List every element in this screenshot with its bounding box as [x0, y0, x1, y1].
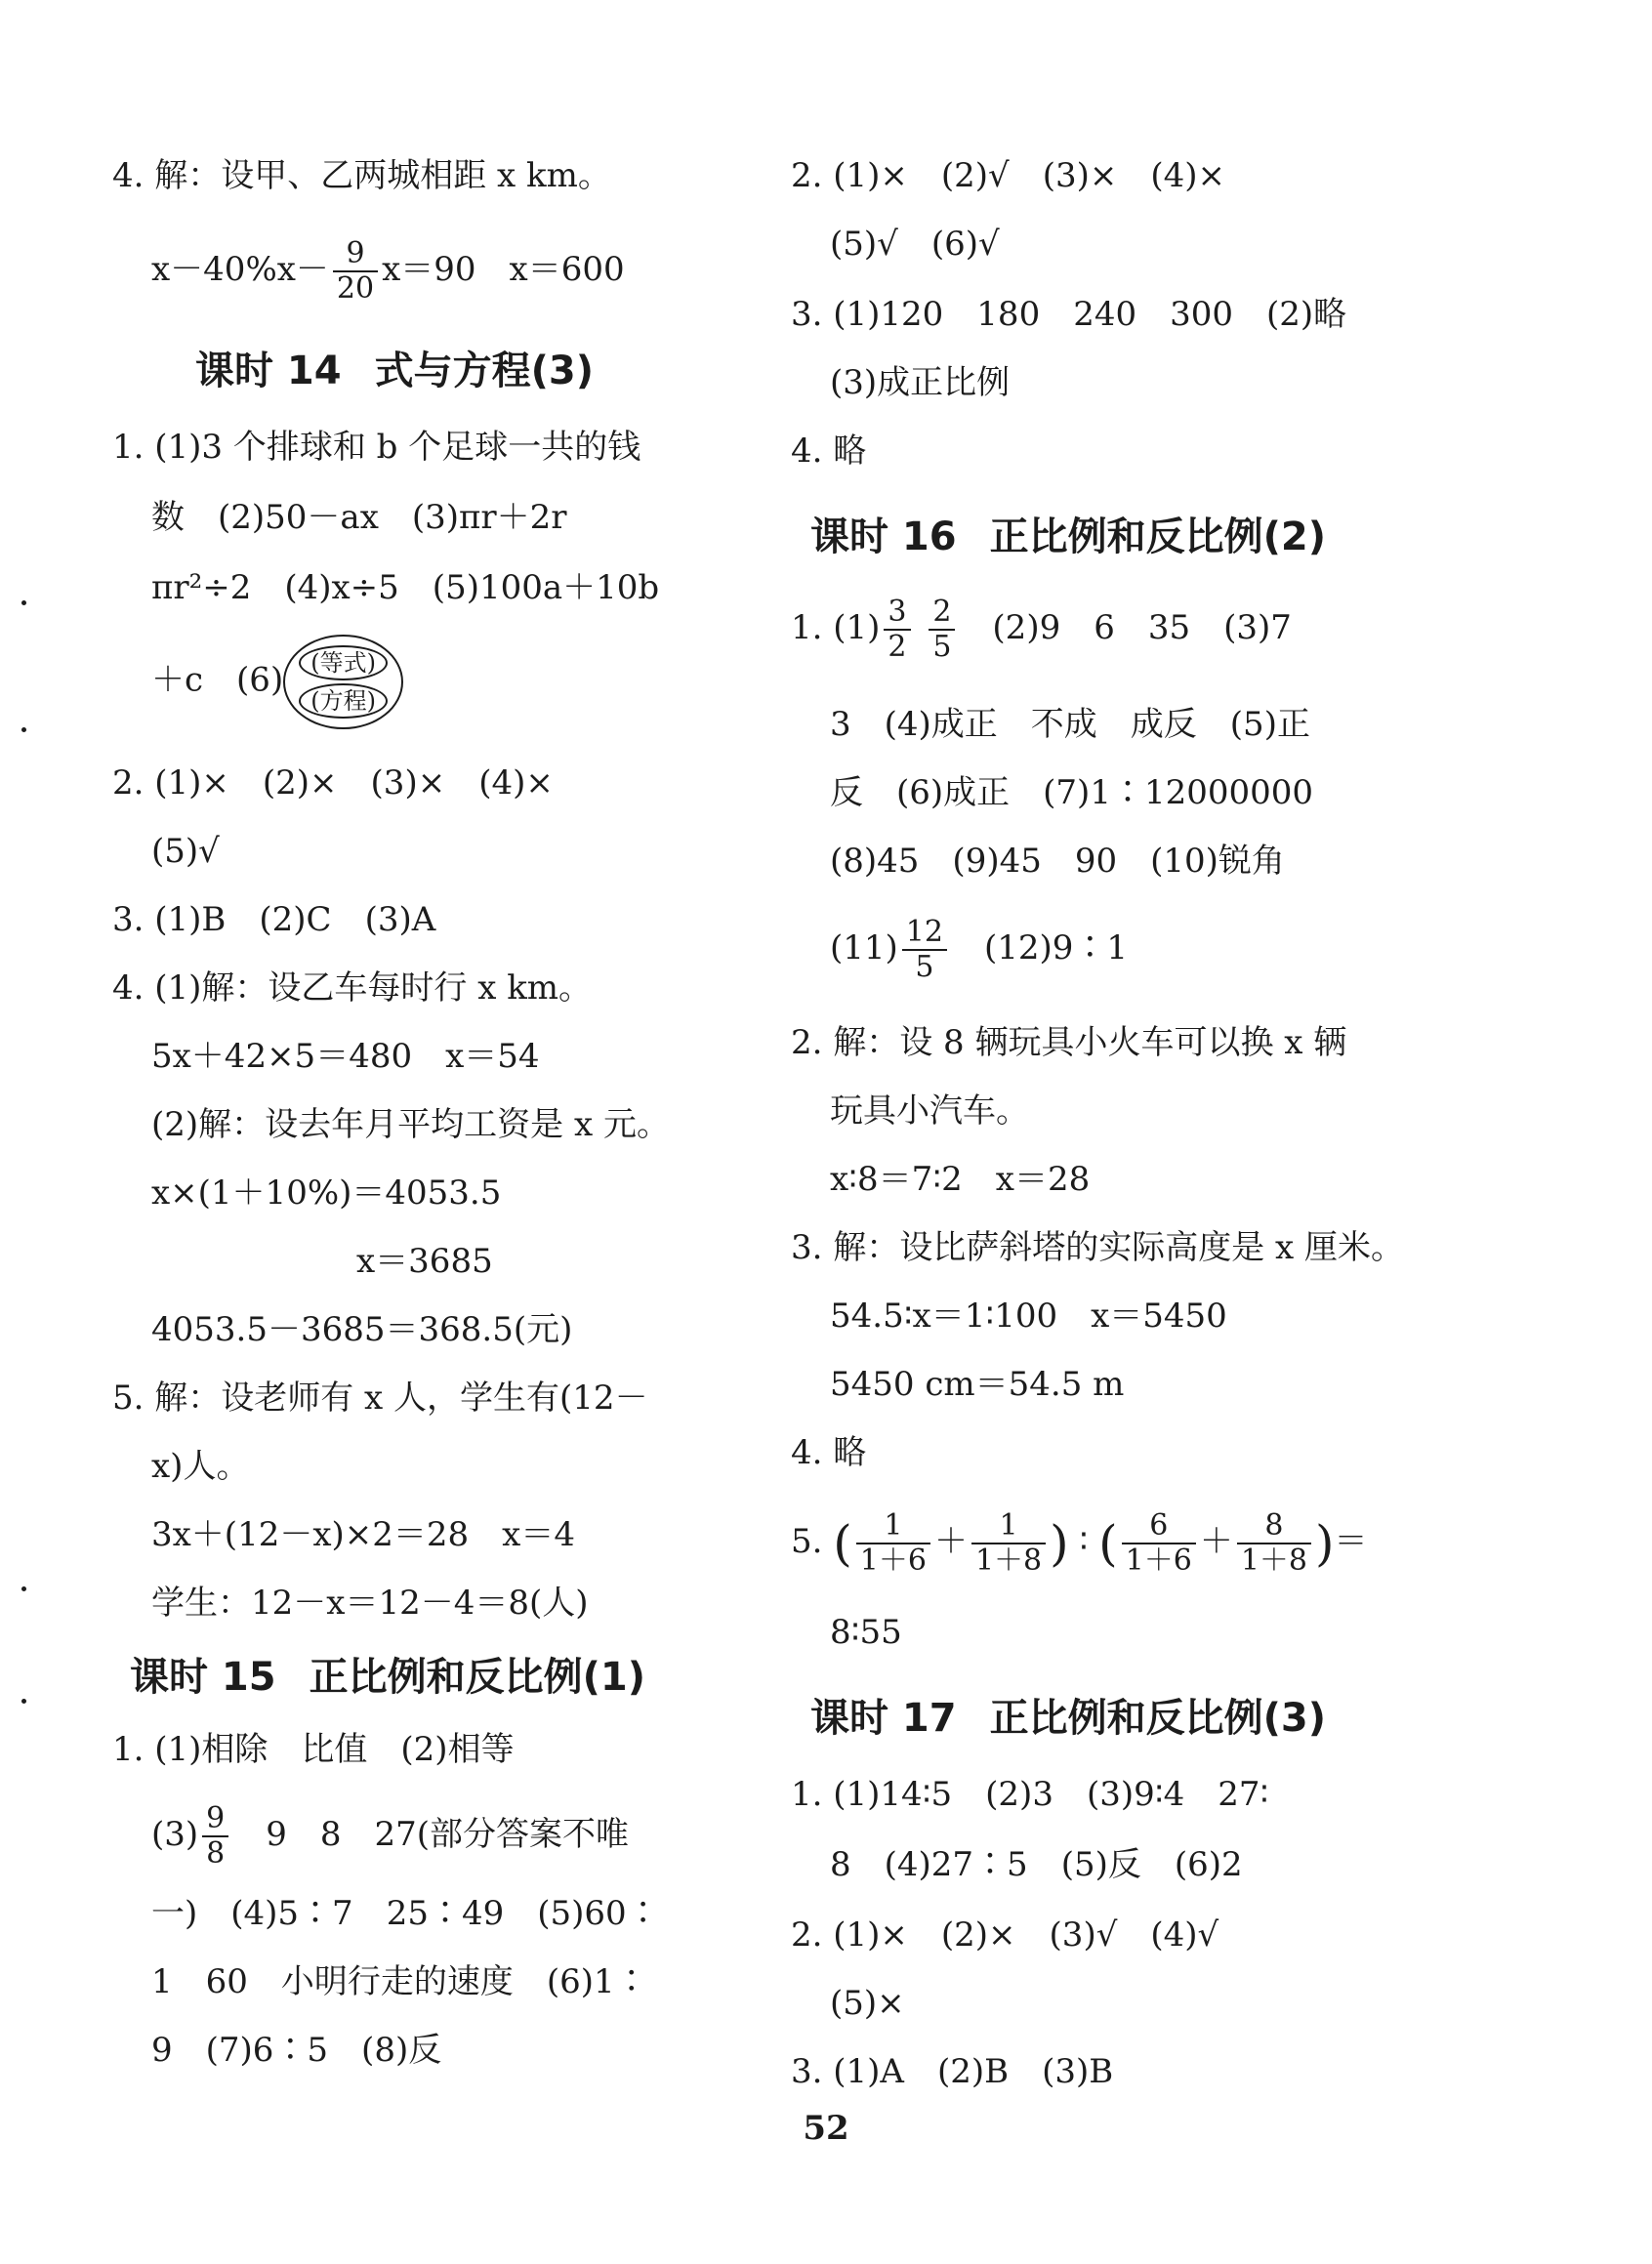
answer-line: 1. (1)3 个排球和 b 个足球一共的钱: [112, 428, 641, 467]
answer-line: 4. 解：设甲、乙两城相距 x km。: [112, 156, 611, 195]
answer-line: 1. (1) $\frac{3}{2}$ $\frac{2}{5}$ (2)9 6 35 (3)7: [791, 595, 1292, 664]
answer-line: 1 60 小明行走的速度 (6)1∶: [151, 1962, 648, 2001]
answer-line: 4. 略: [791, 432, 867, 471]
answer-line: 8 (4)27∶5 (5)反 (6)2: [830, 1845, 1243, 1884]
scan-speck: [21, 727, 26, 732]
fraction: $\frac{1}{1+6}$: [856, 1511, 930, 1576]
answer-line: 2. (1)× (2)× (3)× (4)×: [112, 763, 554, 803]
answer-line: (5)×: [830, 1984, 905, 2023]
answer-line: (3) $\frac{9}{8}$ 9 8 27(部分答案不唯: [151, 1801, 630, 1871]
answer-line: 2. (1)× (2)× (3)√ (4)√: [791, 1915, 1219, 1955]
fraction: $\frac{1}{1+8}$: [971, 1511, 1046, 1576]
answer-line: 54.5∶x＝1∶100 x＝5450: [830, 1297, 1227, 1336]
answer-line: x＝3685: [356, 1242, 493, 1281]
answer-line: 5. ( $\frac{1}{1+6}$ ＋ $\frac{1}{1+8}$ ) ∶ ( $\frac{6}{1+6}$ ＋ $\frac{8}{1+8}$ )＝: [791, 1508, 1368, 1578]
scan-speck: [21, 1586, 26, 1591]
answer-line: 4053.5－3685＝368.5(元): [151, 1310, 573, 1349]
fraction: $\frac{9}{8}$: [202, 1804, 228, 1869]
answer-line: 5. 解：设老师有 x 人，学生有(12－: [112, 1379, 648, 1418]
answer-line: 5x＋42×5＝480 x＝54: [151, 1037, 540, 1076]
answer-line: 3. (1)B (2)C (3)A: [112, 900, 436, 939]
answer-line: 2. 解：设 8 辆玩具小火车可以换 x 辆: [791, 1023, 1347, 1062]
section-heading: 课时 15 正比例和反比例(1): [130, 1655, 645, 1700]
answer-line: 数 (2)50－ax (3)πr＋2r: [151, 498, 567, 537]
answer-line: x)人。: [151, 1447, 250, 1486]
answer-line: 反 (6)成正 (7)1∶12000000: [830, 773, 1314, 812]
answer-line: (2)解：设去年月平均工资是 x 元。: [151, 1105, 670, 1144]
answer-line: 学生：12－x＝12－4＝8(人): [151, 1584, 589, 1623]
section-heading: 课时 17 正比例和反比例(3): [810, 1696, 1326, 1741]
fraction: $\frac{2}{5}$: [929, 597, 955, 662]
answer-line: (5)√ (6)√: [830, 225, 1000, 264]
fraction: $\frac{3}{2}$: [884, 597, 910, 662]
answer-line: ＋c (6) (等式) (方程): [151, 635, 403, 729]
answer-line: 3 (4)成正 不成 成反 (5)正: [830, 705, 1310, 744]
section-heading: 课时 16 正比例和反比例(2): [810, 515, 1326, 559]
answer-line: 3. (1)A (2)B (3)B: [791, 2052, 1114, 2091]
scan-speck: [21, 1699, 26, 1704]
section-heading: 课时 14 式与方程(3): [195, 349, 594, 393]
fraction: $\frac{6}{1+6}$: [1122, 1511, 1196, 1576]
answer-line: πr²÷2 (4)x÷5 (5)100a＋10b: [151, 568, 660, 607]
answer-line: 8∶55: [830, 1613, 902, 1652]
set-diagram: (等式) (方程): [283, 635, 403, 729]
fraction: $\frac{9}{20}$: [333, 239, 378, 304]
fraction: $\frac{8}{1+8}$: [1237, 1511, 1311, 1576]
answer-line: 3. 解：设比萨斜塔的实际高度是 x 厘米。: [791, 1228, 1405, 1267]
answer-line: 9 (7)6∶5 (8)反: [151, 2031, 442, 2070]
answer-line: 3x＋(12－x)×2＝28 x＝4: [151, 1515, 575, 1554]
answer-line: 3. (1)120 180 240 300 (2)略: [791, 295, 1347, 334]
equation-line: x－40%x－ $\frac{9}{20}$ x＝90 x＝600: [151, 236, 625, 306]
answer-line: 4. 略: [791, 1433, 867, 1472]
answer-line: (5)√: [151, 832, 220, 871]
answer-line: 1. (1)相除 比值 (2)相等: [112, 1730, 515, 1769]
answer-line: (8)45 (9)45 90 (10)锐角: [830, 842, 1285, 881]
answer-line: x∶8＝7∶2 x＝28: [830, 1160, 1091, 1199]
answer-line: 4. (1)解：设乙车每时行 x km。: [112, 968, 593, 1008]
page-number: 52: [803, 2109, 849, 2148]
scan-speck: [21, 600, 26, 605]
answer-line: 一) (4)5∶7 25∶49 (5)60∶: [151, 1894, 660, 1933]
answer-line: 1. (1)14∶5 (2)3 (3)9∶4 27∶: [791, 1775, 1269, 1814]
answer-line: 2. (1)× (2)√ (3)× (4)×: [791, 156, 1226, 195]
answer-line: x×(1＋10%)＝4053.5: [151, 1173, 502, 1213]
fraction: $\frac{12}{5}$: [902, 918, 947, 982]
answer-line: (11) $\frac{12}{5}$ (12)9∶1: [830, 915, 1129, 984]
answer-line: (3)成正比例: [830, 363, 1011, 402]
answer-line: 玩具小汽车。: [830, 1091, 1029, 1131]
answer-line: 5450 cm＝54.5 m: [830, 1365, 1125, 1404]
